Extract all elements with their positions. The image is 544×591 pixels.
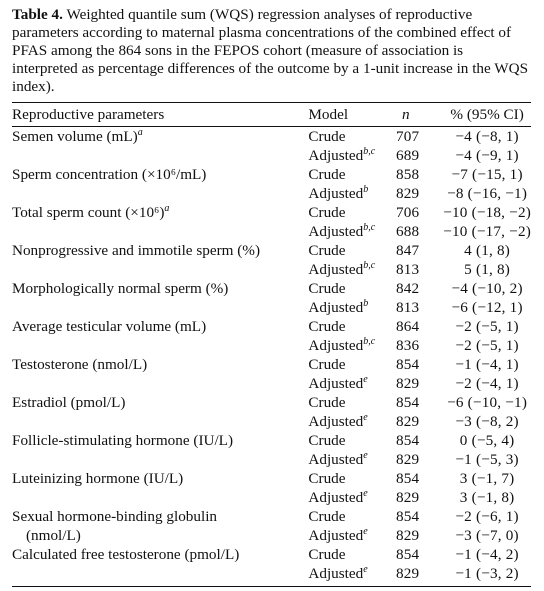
param-label: Estradiol (pmol/L) xyxy=(12,394,126,411)
table-row xyxy=(12,127,531,147)
table-row xyxy=(12,431,531,450)
n-cell: 854 xyxy=(395,508,420,525)
param-cell xyxy=(12,507,308,526)
model-cell xyxy=(308,241,396,260)
ci-cell: −2 (−4, 1) xyxy=(455,375,519,392)
model-label: Crude xyxy=(308,242,346,259)
param-label: Calculated free testosterone (pmol/L) xyxy=(12,546,240,563)
n-cell: 829 xyxy=(395,527,420,544)
model-label: Adjusted xyxy=(308,147,364,164)
ci-cell: −1 (−4, 1) xyxy=(455,356,519,373)
model-footnote: b xyxy=(363,297,369,309)
table-row xyxy=(12,412,531,431)
model-label: Adjusted xyxy=(308,299,364,316)
ci-cell: 4 (1, 8) xyxy=(464,242,511,259)
table-row xyxy=(12,184,531,203)
n-cell: 707 xyxy=(395,128,420,145)
model-cell xyxy=(308,222,396,241)
ci-cell: −10 (−17, −2) xyxy=(443,223,531,240)
model-label: Adjusted xyxy=(308,413,364,430)
header-param: Reproductive parameters xyxy=(12,103,308,127)
n-cell: 854 xyxy=(395,432,420,449)
model-cell xyxy=(308,507,396,526)
model-label: Adjusted xyxy=(308,337,364,354)
param-cell-empty xyxy=(12,412,308,431)
model-cell xyxy=(308,393,396,412)
ci-cell: −6 (−12, 1) xyxy=(451,299,523,316)
model-cell xyxy=(308,298,396,317)
model-footnote: b,c xyxy=(363,145,376,157)
model-label: Adjusted xyxy=(308,489,364,506)
param-cell-empty xyxy=(12,564,308,587)
table-row xyxy=(12,526,531,545)
model-cell xyxy=(308,431,396,450)
param-label: Luteinizing hormone (IU/L) xyxy=(12,470,184,487)
param-cell xyxy=(12,165,308,184)
model-cell xyxy=(308,184,396,203)
model-cell xyxy=(308,412,396,431)
model-label: Crude xyxy=(308,432,346,449)
param-label: Testosterone (nmol/L) xyxy=(12,356,148,373)
param-cell-empty xyxy=(12,450,308,469)
param-cell xyxy=(12,241,308,260)
model-cell xyxy=(308,355,396,374)
model-footnote: e xyxy=(363,563,368,575)
param-cell xyxy=(12,469,308,488)
ci-cell: −8 (−16, −1) xyxy=(447,185,528,202)
table-row xyxy=(12,165,531,184)
table-row xyxy=(12,469,531,488)
results-table xyxy=(12,102,531,587)
ci-cell: −2 (−5, 1) xyxy=(455,337,519,354)
param-label: Follicle-stimulating hormone (IU/L) xyxy=(12,432,234,449)
ci-cell: 3 (−1, 7) xyxy=(459,470,515,487)
n-cell: 854 xyxy=(395,546,420,563)
model-footnote: b xyxy=(363,183,369,195)
n-cell: 864 xyxy=(395,318,420,335)
model-cell xyxy=(308,450,396,469)
n-cell: 706 xyxy=(395,204,420,221)
model-cell xyxy=(308,165,396,184)
param-cell xyxy=(12,545,308,564)
table-row xyxy=(12,336,531,355)
ci-cell: −3 (−8, 2) xyxy=(455,413,519,430)
table-row xyxy=(12,393,531,412)
table-row xyxy=(12,374,531,393)
param-cell xyxy=(12,317,308,336)
model-footnote: e xyxy=(363,525,368,537)
param-cell xyxy=(12,431,308,450)
n-cell: 829 xyxy=(395,489,420,506)
table-caption xyxy=(12,6,532,96)
param-label: Average testicular volume (mL) xyxy=(12,318,207,335)
param-cell-empty xyxy=(12,222,308,241)
n-cell: 829 xyxy=(395,451,420,468)
model-cell xyxy=(308,127,396,147)
param-cell-empty xyxy=(12,488,308,507)
model-label: Adjusted xyxy=(308,565,364,582)
model-label: Crude xyxy=(308,394,346,411)
model-label: Adjusted xyxy=(308,223,364,240)
model-footnote: b,c xyxy=(363,221,376,233)
param-cell-empty xyxy=(12,336,308,355)
param-cell xyxy=(12,393,308,412)
model-label: Crude xyxy=(308,546,346,563)
n-cell: 689 xyxy=(395,147,420,164)
param-cell xyxy=(12,203,308,222)
model-cell xyxy=(308,564,396,587)
model-cell xyxy=(308,260,396,279)
n-cell: 847 xyxy=(395,242,420,259)
n-cell: 829 xyxy=(395,375,420,392)
ci-cell: 0 (−5, 4) xyxy=(459,432,515,449)
ci-cell: 3 (−1, 8) xyxy=(459,489,515,506)
param-label: Nonprogressive and immotile sperm (%) xyxy=(12,242,261,259)
ci-cell: −4 (−8, 1) xyxy=(455,128,519,145)
n-cell: 854 xyxy=(395,394,420,411)
model-label: Adjusted xyxy=(308,261,364,278)
n-cell: 842 xyxy=(395,280,420,297)
param-label: Morphologically normal sperm (%) xyxy=(12,280,229,297)
param-label-continued: (nmol/L) xyxy=(26,527,81,544)
model-label: Crude xyxy=(308,166,346,183)
model-label: Crude xyxy=(308,280,346,297)
ci-cell: −2 (−6, 1) xyxy=(455,508,519,525)
model-label: Crude xyxy=(308,356,346,373)
param-cell-empty xyxy=(12,146,308,165)
ci-cell: 5 (1, 8) xyxy=(464,261,511,278)
model-cell xyxy=(308,374,396,393)
table-body xyxy=(12,127,531,587)
table-row xyxy=(12,488,531,507)
model-cell xyxy=(308,526,396,545)
n-cell: 829 xyxy=(395,413,420,430)
header-row xyxy=(12,103,531,127)
param-cell xyxy=(12,355,308,374)
param-footnote: a xyxy=(137,126,143,138)
table-row xyxy=(12,545,531,564)
table-row xyxy=(12,450,531,469)
model-cell xyxy=(308,317,396,336)
table-row xyxy=(12,260,531,279)
model-label: Crude xyxy=(308,508,346,525)
param-cell xyxy=(12,127,308,147)
model-cell xyxy=(308,469,396,488)
header-ci: % (95% CI) xyxy=(443,103,531,127)
model-label: Crude xyxy=(308,204,346,221)
ci-cell: −4 (−9, 1) xyxy=(455,147,519,164)
n-cell: 854 xyxy=(395,356,420,373)
header-n: n xyxy=(396,103,443,127)
table-row xyxy=(12,507,531,526)
header-model: Model xyxy=(308,103,396,127)
n-cell: 688 xyxy=(395,223,420,240)
table-row xyxy=(12,222,531,241)
ci-cell: −2 (−5, 1) xyxy=(455,318,519,335)
model-footnote: e xyxy=(363,449,368,461)
param-label: Semen volume (mL) xyxy=(12,128,138,145)
ci-cell: −3 (−7, 0) xyxy=(455,527,519,544)
param-cell-empty xyxy=(12,374,308,393)
n-cell: 813 xyxy=(395,299,420,316)
model-cell xyxy=(308,146,396,165)
table-row xyxy=(12,203,531,222)
param-cell-empty xyxy=(12,184,308,203)
caption-text: Weighted quantile sum (WQS) regression analyses of reproductive parameters according to maternal plasma concentrations of the combined effect of PFAS among the 864 sons in the FEPOS cohort (measure of association is interpreted as percentage differences of the outcome by a 1-unit increase in the WQS index). xyxy=(12,6,529,95)
param-cell-empty xyxy=(12,260,308,279)
n-cell: 829 xyxy=(395,185,420,202)
model-cell xyxy=(308,279,396,298)
ci-cell: −7 (−15, 1) xyxy=(451,166,523,183)
ci-cell: −6 (−10, −1) xyxy=(447,394,528,411)
table-row xyxy=(12,279,531,298)
model-label: Crude xyxy=(308,470,346,487)
n-cell: 858 xyxy=(395,166,420,183)
n-cell: 836 xyxy=(395,337,420,354)
model-cell xyxy=(308,336,396,355)
param-label: Sperm concentration (×10⁶/mL) xyxy=(12,166,207,183)
table-row xyxy=(12,564,531,587)
table-row xyxy=(12,355,531,374)
table-label: Table 4. xyxy=(12,6,63,23)
model-footnote: b,c xyxy=(363,259,376,271)
n-cell: 854 xyxy=(395,470,420,487)
model-label: Crude xyxy=(308,318,346,335)
model-label: Crude xyxy=(308,128,346,145)
model-footnote: e xyxy=(363,411,368,423)
n-cell: 813 xyxy=(395,261,420,278)
table-row xyxy=(12,298,531,317)
model-label: Adjusted xyxy=(308,527,364,544)
param-footnote: a xyxy=(164,202,170,214)
table-row xyxy=(12,317,531,336)
model-label: Adjusted xyxy=(308,451,364,468)
model-footnote: e xyxy=(363,373,368,385)
ci-cell: −1 (−3, 2) xyxy=(443,564,531,587)
n-cell: 829 xyxy=(396,564,443,587)
model-cell xyxy=(308,545,396,564)
table-row xyxy=(12,241,531,260)
model-label: Adjusted xyxy=(308,375,364,392)
param-cell-empty xyxy=(12,298,308,317)
param-cell xyxy=(12,279,308,298)
ci-cell: −10 (−18, −2) xyxy=(443,204,531,221)
model-footnote: b,c xyxy=(363,335,376,347)
model-cell xyxy=(308,203,396,222)
param-label: Total sperm count (×10⁶) xyxy=(12,204,165,221)
ci-cell: −4 (−10, 2) xyxy=(451,280,523,297)
ci-cell: −1 (−4, 2) xyxy=(455,546,519,563)
model-label: Adjusted xyxy=(308,185,364,202)
ci-cell: −1 (−5, 3) xyxy=(455,451,519,468)
param-cell-continued xyxy=(12,526,308,545)
param-label: Sexual hormone-binding globulin xyxy=(12,508,218,525)
model-footnote: e xyxy=(363,487,368,499)
model-cell xyxy=(308,488,396,507)
table-row xyxy=(12,146,531,165)
